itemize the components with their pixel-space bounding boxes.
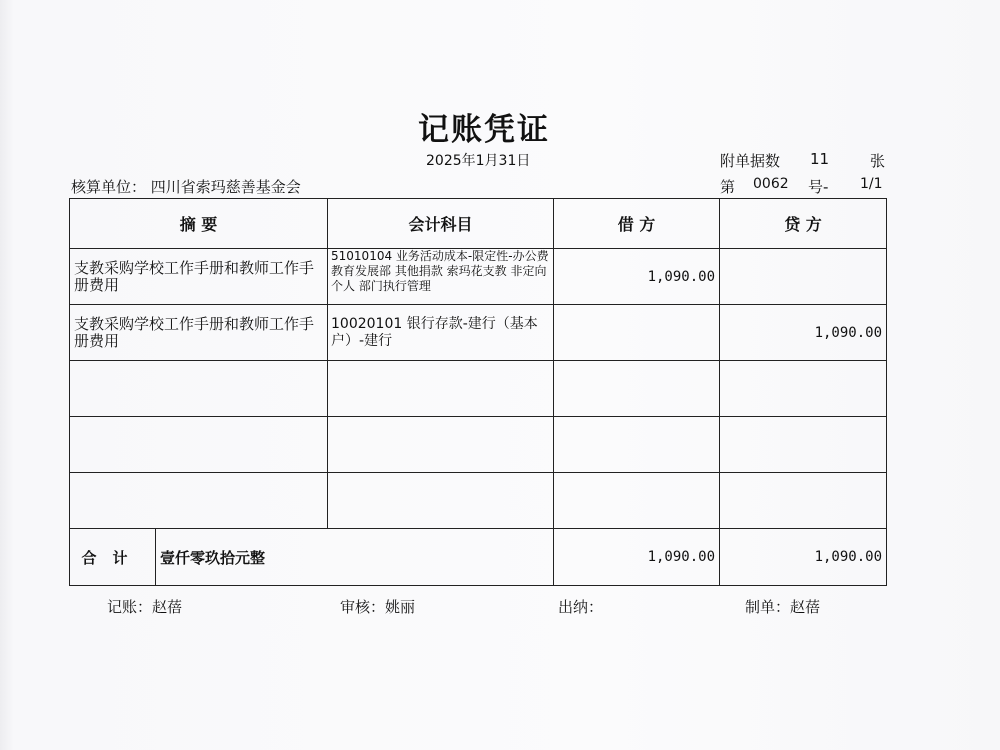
row-summary: 支教采购学校工作手册和教师工作手册费用 [70, 249, 328, 305]
total-in-words: 壹仟零玖拾元整 [156, 529, 554, 586]
voucher-date: 2025年1月31日 [426, 153, 531, 169]
voucher-number [720, 176, 890, 197]
voucher-table [69, 198, 887, 586]
attachments-label: 附单据数 [720, 152, 781, 170]
total-debit: 1,090.00 [554, 529, 720, 586]
accounting-unit: 核算单位： 四川省索玛慈善基金会 [71, 178, 301, 196]
attachments-number: 11 [810, 150, 830, 168]
total-label: 合计 [70, 529, 156, 586]
voucher-title: 记账凭证 [418, 112, 550, 148]
table-row-empty [70, 473, 887, 529]
attachments-unit: 张 [870, 152, 886, 170]
attachments-count [720, 150, 890, 171]
row-credit: 1,090.00 [720, 305, 887, 361]
header-debit: 借 方 [554, 199, 720, 249]
maker-signature: 制单：赵蓓 [745, 598, 821, 616]
bookkeeper-signature: 记账：赵蓓 [107, 598, 183, 616]
voucher-suffix: 号- [808, 178, 829, 196]
table-row-empty [70, 361, 887, 417]
voucher-page: 1/1 [860, 176, 883, 192]
cashier-signature: 出纳： [558, 598, 604, 616]
total-row [70, 529, 887, 586]
voucher-no: 0062 [753, 176, 789, 192]
header-account: 会计科目 [328, 199, 554, 249]
row-summary: 支教采购学校工作手册和教师工作手册费用 [70, 305, 328, 361]
table-row [70, 305, 887, 361]
row-account: 10020101 银行存款-建行（基本户）-建行 [328, 305, 554, 361]
row-debit [554, 305, 720, 361]
voucher-prefix: 第 [720, 178, 736, 196]
row-debit: 1,090.00 [554, 249, 720, 305]
auditor-signature: 审核：姚丽 [340, 598, 416, 616]
table-row [70, 249, 887, 305]
table-row-empty [70, 417, 887, 473]
row-account: 51010104 业务活动成本-限定性-办公费 教育发展部 其他捐款 索玛花支教 非定向 个人 部门执行管理 [328, 249, 554, 305]
row-credit [720, 249, 887, 305]
header-credit: 贷 方 [720, 199, 887, 249]
header-summary: 摘 要 [70, 199, 328, 249]
total-credit: 1,090.00 [720, 529, 887, 586]
